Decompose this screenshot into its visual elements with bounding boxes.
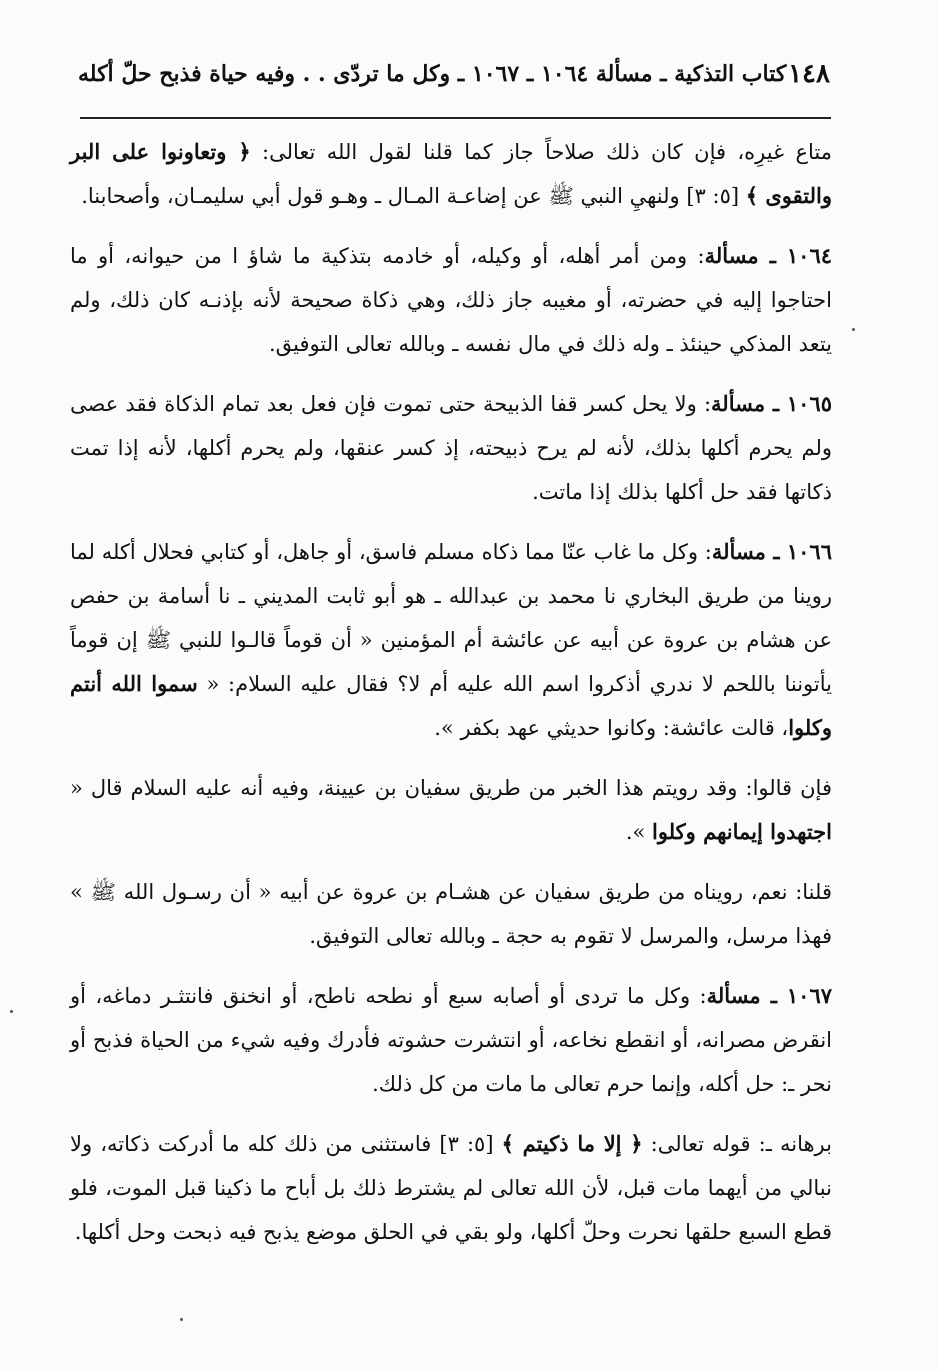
text-run: ». [625, 820, 653, 844]
bold-text-run: سموا الله أنتم وكلوا [70, 671, 832, 740]
header-divider [80, 117, 831, 119]
paragraph [70, 766, 832, 854]
paragraph [70, 974, 832, 1106]
bold-text-run: ﴿ إلا ما ذكيتم ﴾ [501, 1131, 643, 1156]
body-text [70, 130, 832, 1270]
scan-speck [852, 328, 855, 331]
text-run: : وكل ما غاب عنّا مما ذكاه مسلم فاسق، أو جاهل، أو كتابي فحلال أكله لما روينا من طريق البخاري نا محمد بن عبدالله ـ هو أبو ثابت المديني ـ نا أسامة بن حفص عن هشام بن عروة عن أبيه عن عائشة أم المؤمنين « أن قوماً قالـوا للنبي ﷺ إن قوماً يأتوننا باللحم لا ندري أذكروا اسم الله عليه أم لا؟ فقال عليه السلام: « [70, 540, 833, 696]
page-header [78, 52, 830, 96]
running-title: كتاب التذكية ـ مسألة ١٠٦٤ ـ ١٠٦٧ ـ وكل ما تردّى . . وفيه حياة فذبح حلّ أكله [78, 61, 787, 87]
text-run: فإن قالوا: وقد رويتم هذا الخبر من طريق سفيان بن عيينة، وفيه أنه عليه السلام قال « [70, 776, 832, 800]
text-run: [٥: ٣] ولنهيِ النبي ﷺ عن إضاعـة المـال ـ وهـو قول أبي سليمـان، وأصحابنا. [81, 184, 746, 208]
text-run: متاع غيرِه، فإن كان ذلك صلاحاً جاز كما قلنا لقول الله تعالى: [250, 140, 832, 164]
paragraph [70, 530, 832, 750]
text-run: ، قالت عائشة: وكانوا حديثي عهد بكفر ». [434, 716, 789, 740]
text-run: قلنا: نعم، رويناه من طريق سفيان عن هشـام بن عروة عن أبيه « أن رسـول الله ﷺ » فهذا مرسل، والمرسل لا تقوم به حجة ـ وبالله تعالى التوفيق. [70, 880, 832, 948]
text-run: : ومن أمر أهله، أو وكيله، أو خادمه بتذكية ما شاؤ ا من حيوانه، أو ما احتاجوا إليه في حضرته، أو مغيبه جاز ذلك، وهي ذكاة صحيحة لأنه بإذنـه كان ذلك، ولم يتعد المذكي حينئذ ـ وله ذلك في مال نفسه ـ وبالله تعالى التوفيق. [70, 244, 832, 356]
paragraph [70, 870, 832, 958]
text-run: برهانه ـ: قوله تعالى: [642, 1132, 832, 1156]
scan-speck [10, 1010, 13, 1013]
paragraph [70, 234, 832, 366]
paragraph [70, 1122, 832, 1254]
bold-text-run: ١٠٦٤ ـ مسألة [704, 243, 833, 268]
text-run: : وكل ما تردى أو أصابه سبع أو نطحه ناطح، أو انخنق فانتثـر دماغه، أو انقرض مصرانه، أو انقطع نخاعه، أو انتشرت حشوته فأدرك وفيه شيء من الحياة فذبح أو نحر ـ: حل أكله، وإنما حرم تعالى ما مات من كل ذلك. [70, 984, 832, 1096]
text-run: : ولا يحل كسر قفا الذبيحة حتى تموت فإن فعل بعد تمام الذكاة فقد عصى ولم يحرم أكلها بذلك، لأنه لم يرح ذبيحته، إذ كسر عنقها، ولم يحرم أكلها، لأنه إذا تمت ذكاتها فقد حل أكلها بذلك إذا ماتت. [70, 392, 832, 504]
page-number: ١٤٨ [788, 59, 830, 89]
paragraph [70, 382, 832, 514]
scan-speck [180, 1318, 183, 1321]
bold-text-run: اجتهدوا إيمانهم وكلوا [652, 819, 832, 844]
bold-text-run: ١٠٦٧ ـ مسألة [706, 983, 833, 1008]
text-run: [٥: ٣] فاستثنى من ذلك كله ما أدركت ذكاته، ولا نبالي من أيهما مات قبل، لأن الله تعالى لم يشترط ذلك بل أباح ما ذكينا قبل الموت، فلو قطع السبع حلقها نحرت وحلّ أكلها، ولو بقي في الحلق موضع يذبح فيه ذبحت وحل أكلها. [70, 1132, 832, 1244]
bold-text-run: ١٠٦٥ ـ مسألة [711, 391, 832, 416]
paragraph [70, 130, 832, 218]
bold-text-run: ﴿ وتعاونوا على البر والتقوى ﴾ [70, 139, 832, 208]
bold-text-run: ١٠٦٦ ـ مسألة [711, 539, 832, 564]
